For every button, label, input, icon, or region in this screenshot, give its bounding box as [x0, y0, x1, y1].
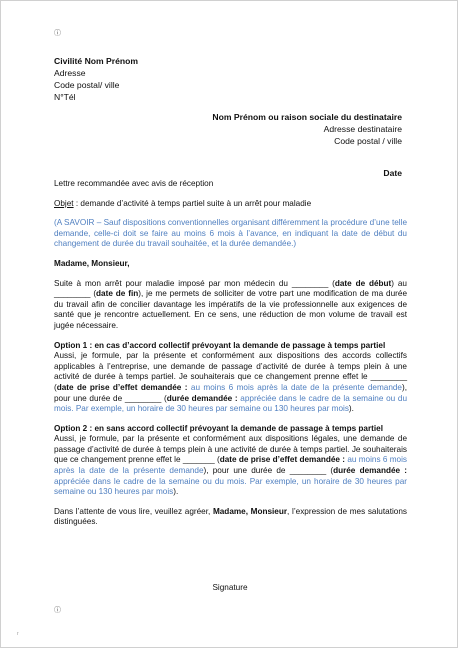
option-1-effect-label: date de prise d’effet demandée : [56, 382, 188, 392]
option-1-text-g: ). [348, 404, 354, 414]
option-2-title: Option 2 : en sans accord collectif prévoyant la demande de passage à temps partiel [54, 423, 383, 433]
option-2-text-g: ). [173, 487, 179, 497]
delivery-mode: Lettre recommandée avec avis de réception [54, 179, 214, 188]
recipient-name: Nom Prénom ou raison sociale du destinataire [212, 112, 402, 122]
info-mark-bottom: ⓘ [54, 607, 61, 614]
sender-block [54, 55, 138, 103]
sender-address: Adresse [54, 68, 86, 78]
option-1-duration-hint: appréciée dans le cadre de la semaine ou du mois. Par exemple, un horaire de 30 heures par semaine ou 130 heures par mois [54, 393, 408, 414]
signature-label: Signature [212, 583, 248, 592]
sender-postal: Code postal/ ville [54, 80, 120, 90]
notice-paragraph: (A SAVOIR – Sauf dispositions conventionnelles organisant différemment la procédure d’une telle demande, celle-ci doit se faire au moins 6 mois à l’avance, en indiquant la date de début du changement de durée du travail souhaitée, et la durée demandée.) [54, 218, 407, 249]
option-1-duration-label: durée demandée : [166, 393, 238, 403]
paragraph-intro [54, 279, 407, 332]
subject-line [54, 199, 407, 210]
intro-text-c: ) au ________ ( [54, 278, 407, 299]
corner-mark: r [17, 631, 19, 637]
option-1-title: Option 1 : en cas d’accord collectif prévoyant la demande de passage à temps partiel [54, 340, 386, 350]
intro-text-a: Suite à mon arrêt pour maladie imposé par mon médecin du ________ ( [54, 278, 335, 288]
info-mark-top: ⓘ [54, 30, 61, 37]
option-2-text-d: ), pour une durée de ________ ( [203, 466, 334, 476]
closing-salutation: Madame, Monsieur [212, 506, 288, 516]
subject-label: Objet [54, 198, 74, 208]
recipient-block [212, 111, 402, 147]
option-1-text-a: Aussi, je formule, par la présente et conformément aux dispositions des accords collectifs applicables à l’entreprise, une demande de passage d’activité de durée à temps plein à une activité de durée à temps partiel. Je souhaiterais que ce changement prenne effet le ________ ( [54, 351, 407, 392]
option-1 [54, 341, 407, 415]
closing-text-a: Dans l’attente de vous lire, veuillez agréer, [54, 506, 213, 516]
option-2-duration-label: durée demandée : [333, 466, 408, 476]
recipient-address: Adresse destinataire [323, 124, 402, 134]
closing-paragraph [54, 507, 407, 528]
closing-text-c: , l’expression de mes salutations distinguées. [54, 506, 407, 527]
letter-body [54, 179, 407, 537]
intro-text-e: ), je me permets de solliciter de votre part une modification de ma durée du travail afin de concilier davantage les impératifs de la vie professionnelle aux exigences de santé que je rencontre actuellement. En ce sens, une réduction de mon volume de travail est jugée nécessaire. [54, 289, 407, 330]
intro-start-date-label: date de début [334, 278, 392, 288]
sender-phone: N°Tél [54, 92, 76, 102]
greeting: Madame, Monsieur, [54, 258, 130, 268]
option-2-effect-label: date de prise d’effet demandée : [219, 455, 346, 465]
date-label: Date [383, 168, 402, 178]
option-2-effect-hint: au moins 6 mois après la date de la présente demande [54, 455, 408, 476]
sender-name: Civilité Nom Prénom [54, 56, 139, 66]
option-2-duration-hint: appréciée dans le cadre de la semaine ou du mois. Par exemple, un horaire de 30 heures par semaine ou 130 heures par mois [54, 476, 407, 497]
subject-text: : demande d’activité à temps partiel suite à un arrêt pour maladie [73, 198, 312, 208]
intro-end-date-label: date de fin [96, 289, 139, 299]
recipient-postal: Code postal / ville [334, 136, 402, 146]
option-2-text-a: Aussi, je formule, par la présente et conformément aux dispositions légales, une demande de passage d’activité de durée à temps plein à une activité de durée à temps partiel. Je souhaiterais que ce changement prenne effet le _______ ( [54, 434, 407, 465]
option-1-effect-hint: au moins 6 mois après la date de la présente demande [187, 382, 402, 392]
option-1-text-d: ), pour une durée de ________ ( [54, 382, 407, 403]
option-2 [54, 424, 407, 498]
